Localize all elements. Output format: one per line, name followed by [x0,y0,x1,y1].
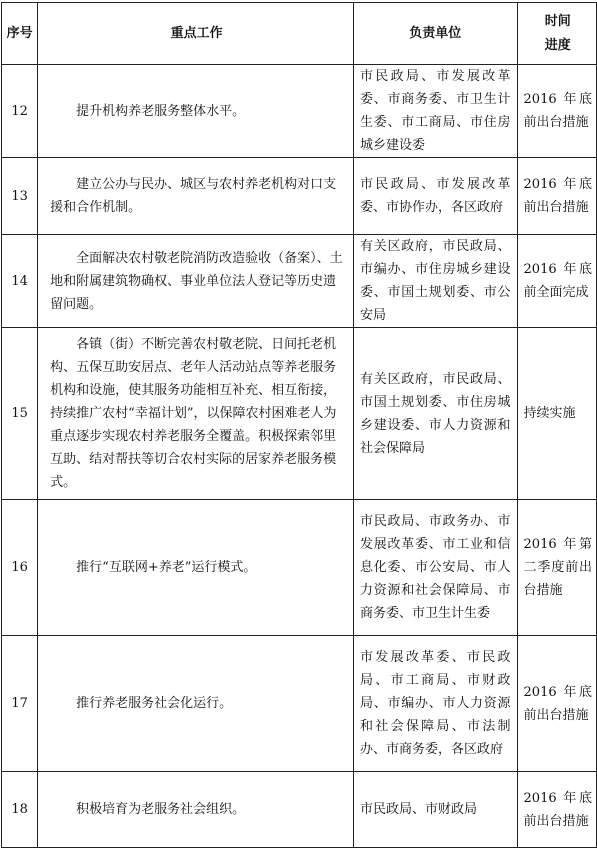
row-time: 2016 年底前出台措施 [517,772,596,848]
row-unit: 有关区政府，市民政局、市国土规划委、市住房城乡建设委、市人力资源和社会保障局 [354,328,518,500]
header-time: 时间 进度 [517,3,596,65]
row-time: 2016 年底前全面完成 [517,235,596,328]
row-no: 16 [2,500,38,636]
row-task: 推行养老服务社会化运行。 [38,636,354,772]
row-unit: 市民政局、市政务办、市发展改革委、市工业和信息化委、市公安局、市人力资源和社会保障局、市商务委、市卫生计生委 [354,500,518,636]
header-task: 重点工作 [38,3,354,65]
row-unit: 市民政局、市发展改革委、市协作办，各区政府 [354,158,518,235]
row-no: 12 [2,65,38,158]
table-row [2,500,597,636]
header-unit: 负责单位 [354,3,518,65]
row-no: 15 [2,328,38,500]
row-time: 持续实施 [517,328,596,500]
row-task: 各镇（街）不断完善农村敬老院、日间托老机构、五保互助安居点、老年人活动站点等养老服务机构和设施，使其服务功能相互补充、相互衔接，持续推广农村“幸福计划”，以保障农村困难老人为重点逐步实现农村养老服务全覆盖。积极探索邻里互助、结对帮扶等切合农村实际的居家养老服务模式。 [38,328,354,500]
row-time: 2016 年底前出台措施 [517,158,596,235]
row-time: 2016 年第二季度前出台措施 [517,500,596,636]
row-task: 全面解决农村敬老院消防改造验收（备案）、土地和附属建筑物确权、事业单位法人登记等历史遗留问题。 [38,235,354,328]
table-row [2,65,597,158]
row-task: 提升机构养老服务整体水平。 [38,65,354,158]
header-row [2,3,597,65]
row-time: 2016 年底前出台措施 [517,636,596,772]
row-time: 2016 年底前出台措施 [517,65,596,158]
table-row [2,158,597,235]
row-no: 18 [2,772,38,848]
table-row [2,636,597,772]
row-task: 建立公办与民办、城区与农村养老机构对口支援和合作机制。 [38,158,354,235]
row-task: 积极培育为老服务社会组织。 [38,772,354,848]
row-no: 17 [2,636,38,772]
row-unit: 市民政局、市财政局 [354,772,518,848]
table-row [2,235,597,328]
row-unit: 市发展改革委、市民政局、市工商局、市财政局、市编办、市人力资源和社会保障局、市法制办、市商务委，各区政府 [354,636,518,772]
row-task: 推行“互联网+养老”运行模式。 [38,500,354,636]
row-unit: 市民政局、市发展改革委、市商务委、市卫生计生委、市工商局、市住房城乡建设委 [354,65,518,158]
row-no: 13 [2,158,38,235]
work-table [1,2,597,848]
row-unit: 有关区政府，市民政局、市编办、市住房城乡建设委、市国土规划委、市公安局 [354,235,518,328]
row-no: 14 [2,235,38,328]
table-row [2,772,597,848]
header-no: 序号 [2,3,38,65]
table-row [2,328,597,500]
